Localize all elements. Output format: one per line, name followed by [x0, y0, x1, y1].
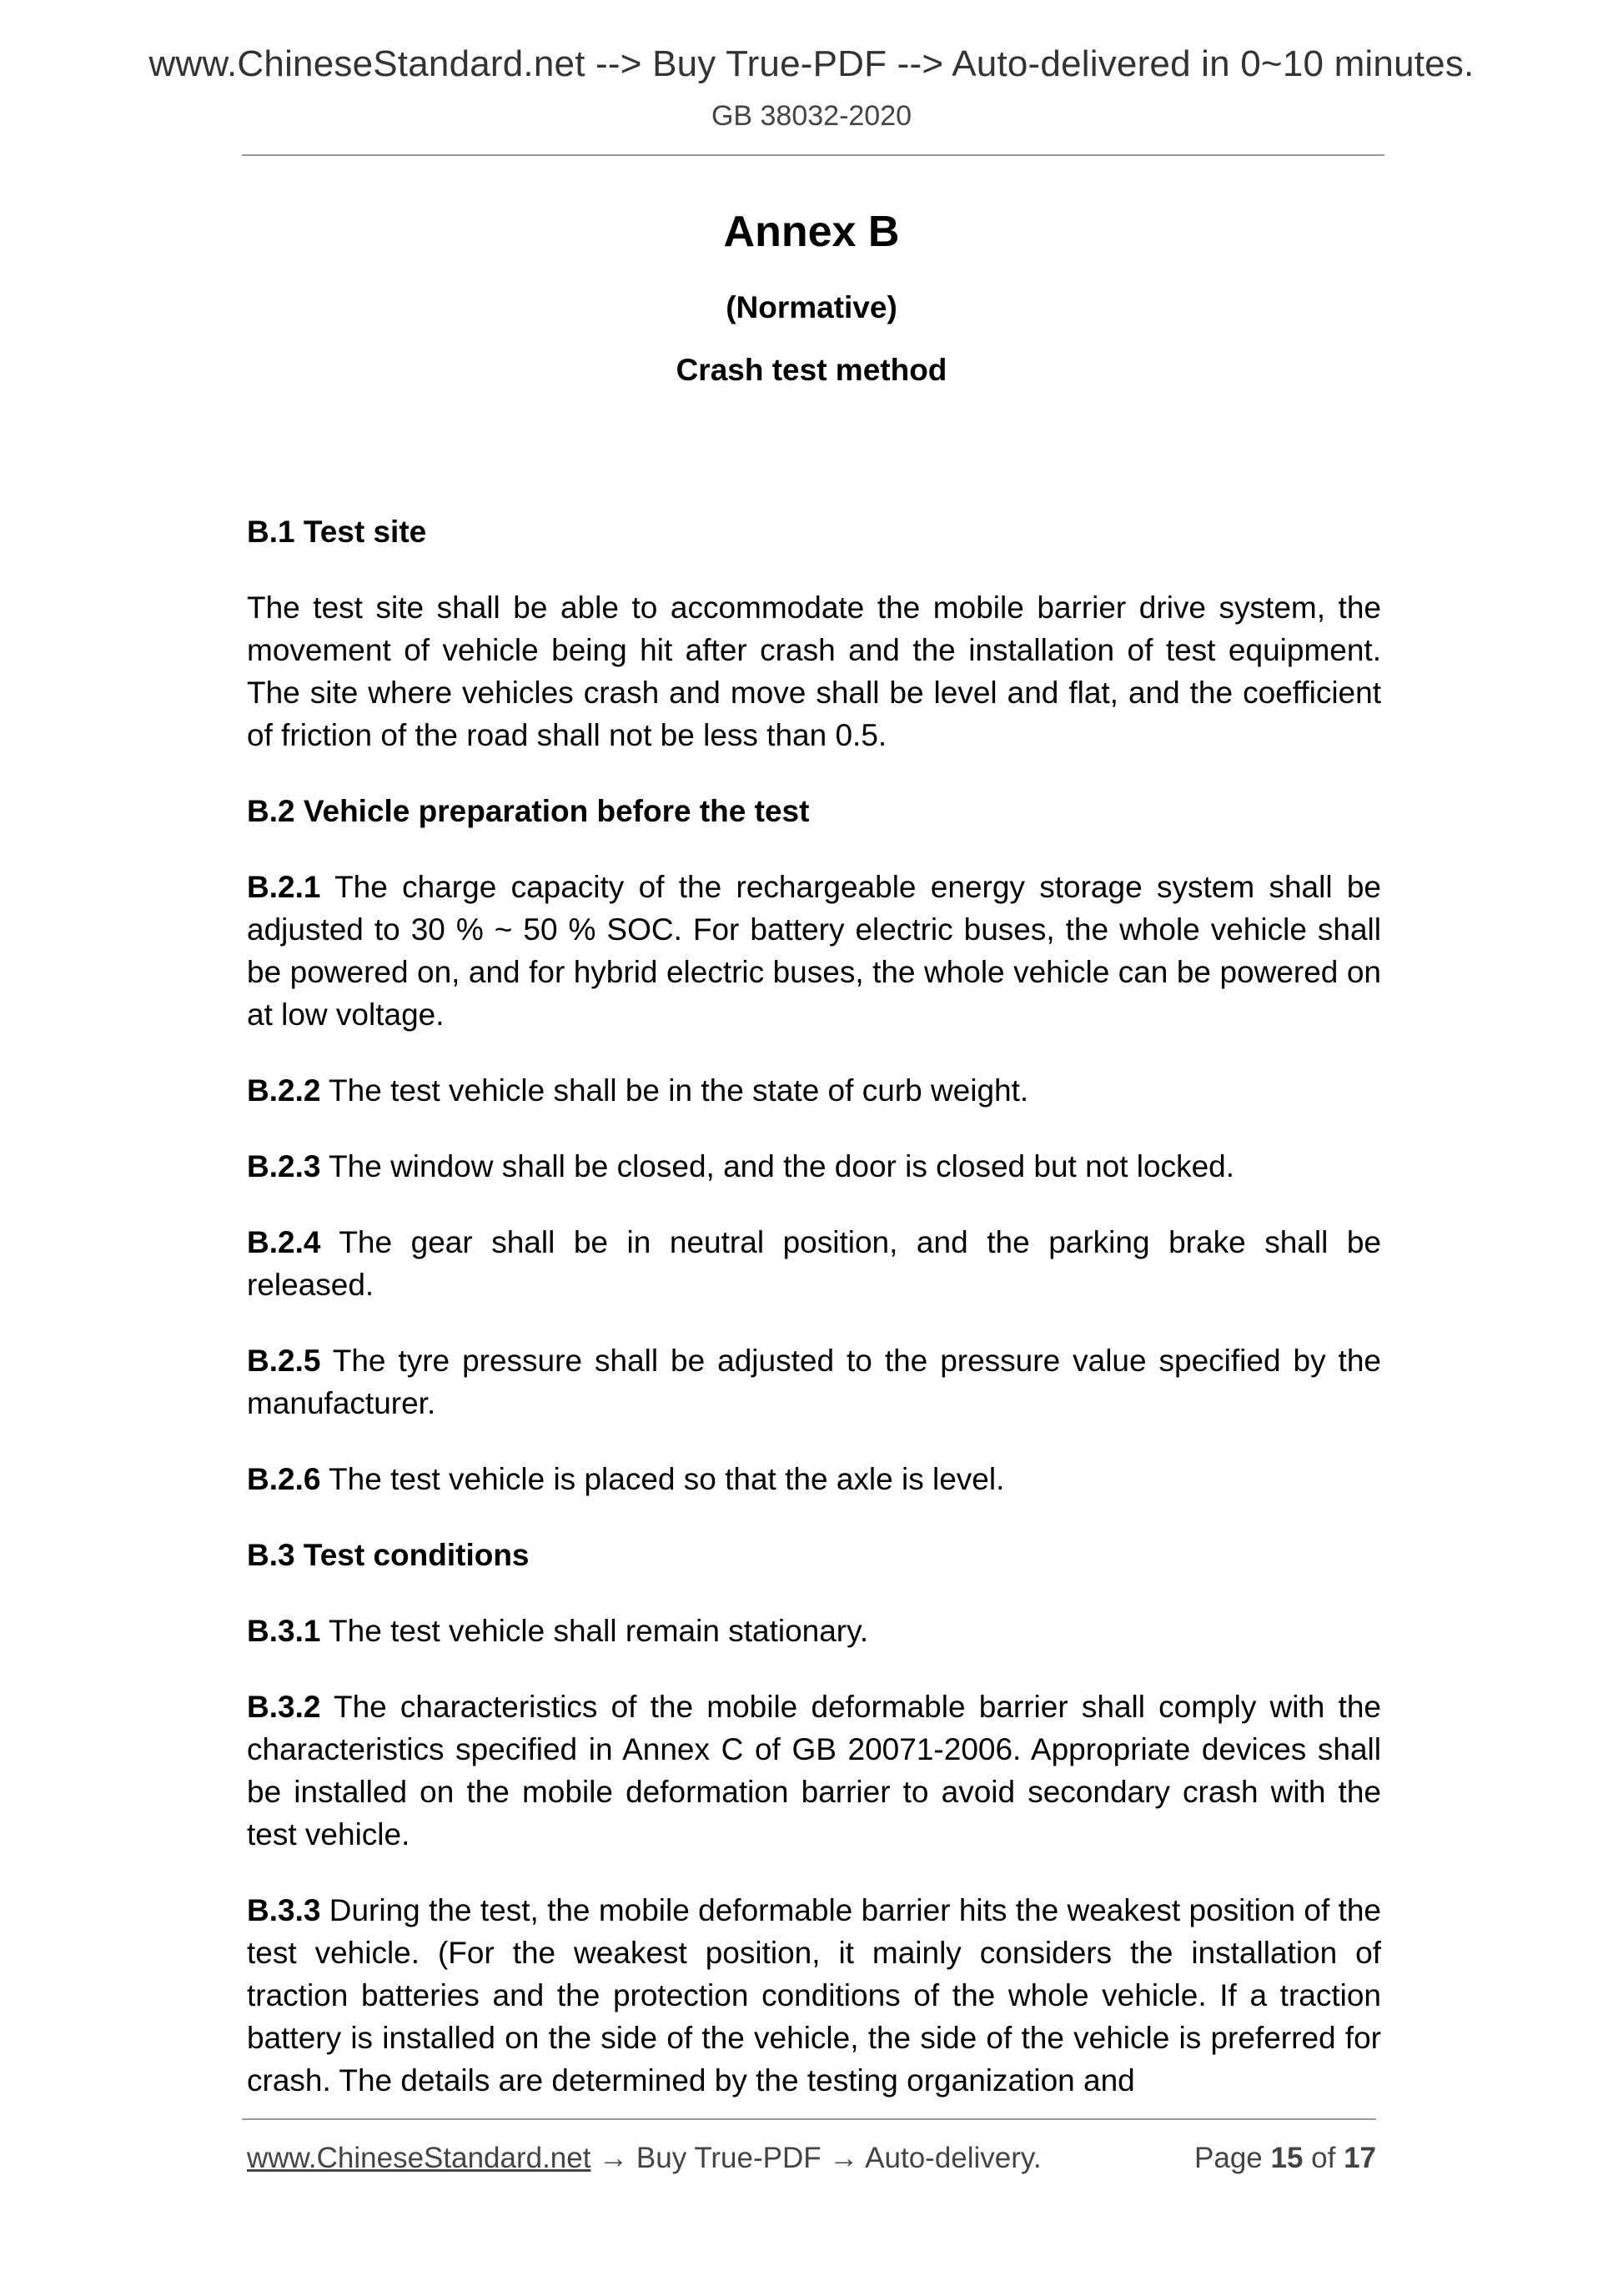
page-of-label: of: [1303, 2142, 1344, 2174]
top-banner: www.ChineseStandard.net --> Buy True-PDF --> Auto-delivered in 0~10 minutes.: [148, 43, 1475, 84]
clause-text: The test vehicle shall be in the state of curb weight.: [320, 1073, 1029, 1108]
paragraph-b1: The test site shall be able to accommodate the mobile barrier drive system, the movement of vehicle being hit after crash and the installation of test equipment. The site where vehicles crash and move shall be level and flat, and the coefficient of friction of the road shall not be less than 0.5.: [247, 590, 1381, 752]
clause-b2-4: [247, 1221, 1381, 1306]
clause-text: The test vehicle shall remain stationary.: [320, 1614, 869, 1648]
clause-number: B.2.5: [247, 1344, 321, 1378]
page-footer: [247, 2142, 1376, 2175]
footer-divider: [242, 2118, 1376, 2120]
clause-number: B.2.4: [247, 1225, 321, 1259]
clause-b3-3: [247, 1889, 1381, 2102]
page-number: 15: [1270, 2142, 1304, 2174]
clause-b3-1: [247, 1610, 1381, 1652]
section-heading-b2: B.2 Vehicle preparation before the test: [247, 794, 810, 828]
document-code: GB 38032-2020: [711, 100, 912, 132]
footer-site-link[interactable]: www.ChineseStandard.net: [247, 2142, 591, 2174]
clause-b2-2: [247, 1069, 1381, 1112]
clause-b3-2: [247, 1686, 1381, 1856]
clause-number: B.3.1: [247, 1614, 321, 1648]
clause-number: B.2.1: [247, 870, 321, 904]
annex-type: (Normative): [726, 290, 897, 324]
section-heading-b1: B.1 Test site: [247, 515, 427, 549]
page-label: Page: [1194, 2142, 1271, 2174]
clause-text: The window shall be closed, and the door is closed but not locked.: [320, 1149, 1235, 1183]
clause-b2-3: [247, 1145, 1381, 1188]
footer-tagline: → Buy True-PDF → Auto-delivery.: [590, 2142, 1042, 2174]
clause-number: B.3.2: [247, 1690, 321, 1724]
header-divider: [242, 154, 1384, 156]
annex-name: Crash test method: [676, 353, 947, 387]
clause-number: B.2.6: [247, 1462, 321, 1496]
clause-text: During the test, the mobile deformable barrier hits the weakest position of the test vehicle. (For the weakest position, it mainly considers the installation of traction batteries and the protection conditions of the whole vehicle. If a traction battery is installed on the side of the vehicle, the side of the vehicle is preferred for crash. The details are determined by the testing organization and: [247, 1893, 1381, 2098]
clause-text: The test vehicle is placed so that the axle is level.: [320, 1462, 1005, 1496]
document-body: [247, 510, 1381, 2135]
clause-text: The gear shall be in neutral position, and the parking brake shall be released.: [247, 1225, 1381, 1302]
clause-number: B.3.3: [247, 1893, 321, 1927]
clause-text: The characteristics of the mobile deformable barrier shall comply with the characteristics specified in Annex C of GB 20071-2006. Appropriate devices shall be installed on the mobile deformation barrier to avoid secondary crash with the test vehicle.: [247, 1690, 1381, 1851]
clause-number: B.2.3: [247, 1149, 321, 1183]
clause-b2-1: [247, 866, 1381, 1036]
section-heading-b3: B.3 Test conditions: [247, 1538, 530, 1572]
page-indicator: [1194, 2142, 1376, 2175]
page-total: 17: [1344, 2142, 1376, 2174]
annex-title: Annex B: [723, 208, 900, 256]
clause-b2-6: [247, 1458, 1381, 1500]
clause-number: B.2.2: [247, 1073, 321, 1108]
clause-text: The tyre pressure shall be adjusted to the pressure value specified by the manufacturer.: [247, 1344, 1381, 1420]
clause-b2-5: [247, 1339, 1381, 1424]
clause-text: The charge capacity of the rechargeable energy storage system shall be adjusted to 30 % ~ 50 % SOC. For battery electric buses, the whole vehicle shall be powered on, and for hybrid electric buses, the whole vehicle can be powered on at low voltage.: [247, 870, 1381, 1032]
